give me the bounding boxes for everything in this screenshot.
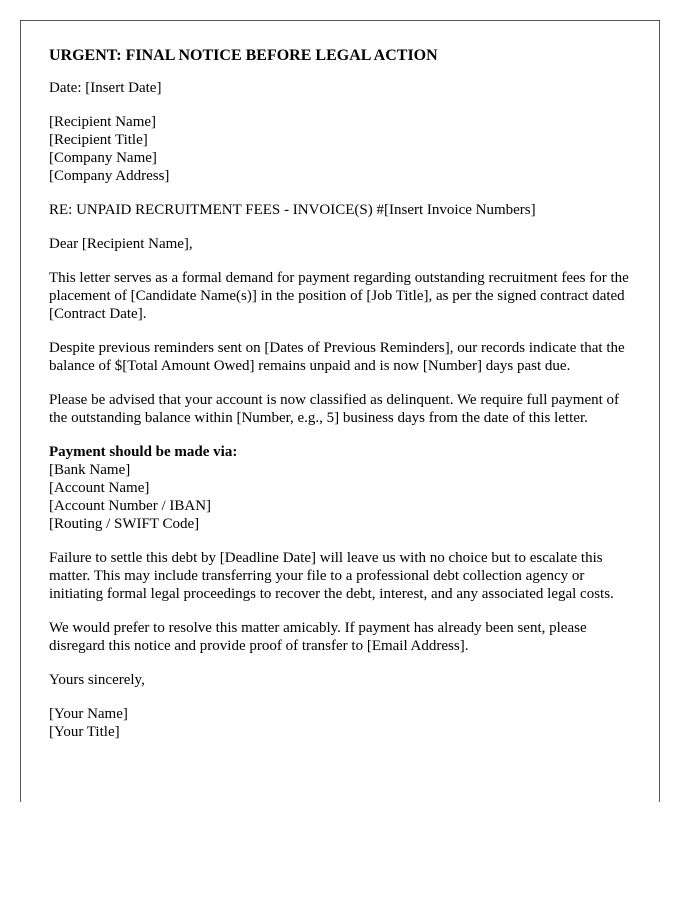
- payment-routing: [Routing / SWIFT Code]: [49, 516, 200, 532]
- payment-block: [49, 443, 639, 533]
- payment-heading: Payment should be made via:: [49, 444, 238, 460]
- closing: Yours sincerely,: [49, 672, 145, 688]
- letter-body: [49, 47, 639, 757]
- letter-page: [20, 20, 660, 802]
- payment-account-number: [Account Number / IBAN]: [49, 498, 212, 514]
- letter-title: URGENT: FINAL NOTICE BEFORE LEGAL ACTION: [49, 47, 438, 64]
- subject-line: RE: UNPAID RECRUITMENT FEES - INVOICE(S) #[Insert Invoice Numbers]: [49, 202, 536, 218]
- paragraph-escalation: Failure to settle this debt by [Deadline Date] will leave us with no choice but to escalate this matter. This may include transferring your file to a professional debt collection agency or initiating formal legal proceedings to recover the debt, interest, and any associated legal costs.: [49, 550, 614, 602]
- recipient-name: [Recipient Name]: [49, 114, 157, 130]
- paragraph-delinquent: Please be advised that your account is now classified as delinquent. We require full payment of the outstanding balance within [Number, e.g., 5] business days from the date of this letter.: [49, 392, 620, 426]
- recipient-block: [49, 113, 639, 185]
- signature-name: [Your Name]: [49, 706, 128, 722]
- paragraph-amicable: We would prefer to resolve this matter amicably. If payment has already been sent, please disregard this notice and provide proof of transfer to [Email Address].: [49, 620, 587, 654]
- recipient-title: [Recipient Title]: [49, 132, 148, 148]
- paragraph-reminders: Despite previous reminders sent on [Dates of Previous Reminders], our records indicate that the balance of $[Total Amount Owed] remains unpaid and is now [Number] days past due.: [49, 340, 625, 374]
- recipient-company: [Company Name]: [49, 150, 157, 166]
- recipient-address: [Company Address]: [49, 168, 170, 184]
- paragraph-demand: This letter serves as a formal demand for payment regarding outstanding recruitment fees for the placement of [Candidate Name(s)] in the position of [Job Title], as per the signed contract dated [Contract Date].: [49, 270, 629, 322]
- salutation: Dear [Recipient Name],: [49, 236, 193, 252]
- date-line: Date: [Insert Date]: [49, 80, 162, 96]
- payment-account-name: [Account Name]: [49, 480, 150, 496]
- signature-block: [49, 705, 639, 741]
- payment-bank-name: [Bank Name]: [49, 462, 131, 478]
- signature-title: [Your Title]: [49, 724, 120, 740]
